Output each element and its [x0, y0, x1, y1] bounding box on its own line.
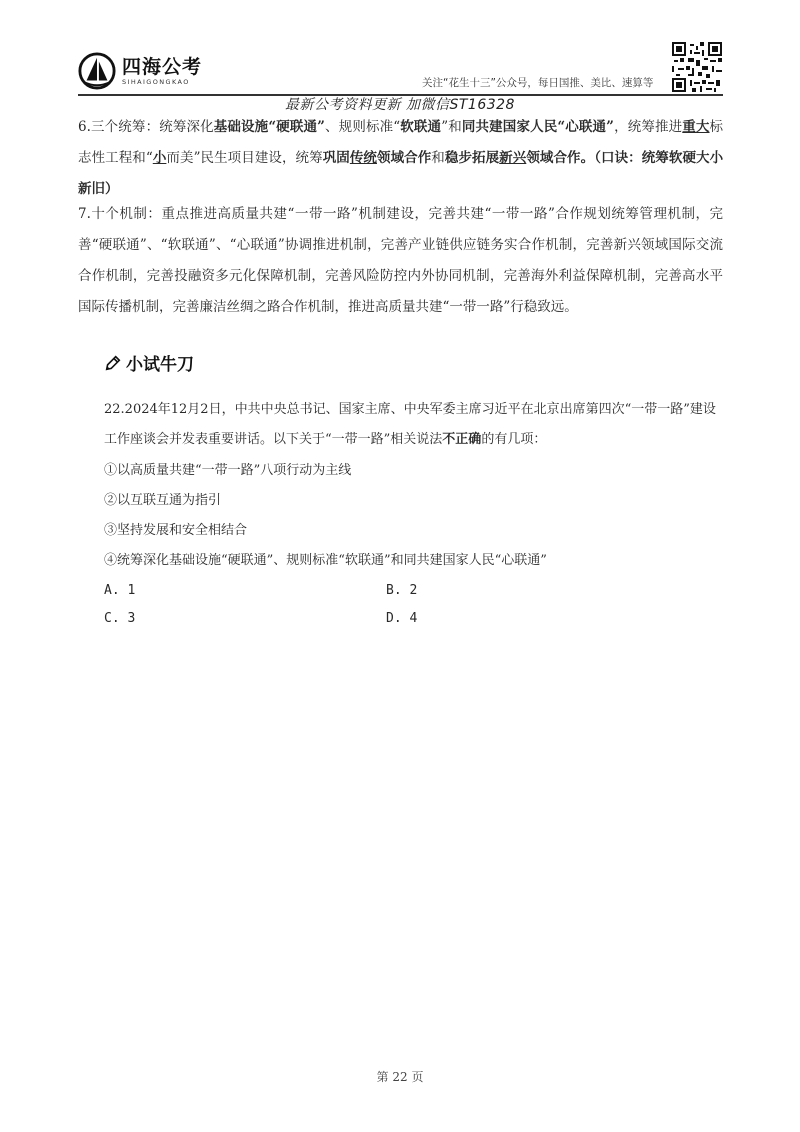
qr-code-icon[interactable]	[672, 42, 722, 92]
option-d[interactable]: D. 4	[386, 611, 418, 626]
question-stem: 22.2024年12月2日，中共中央总书记、国家主席、中央军委主席习近平在北京出席第四次“一带一路”建设工作座谈会并发表重要讲话。以下关于“一带一路”相关说法不正确的有几项：	[104, 402, 716, 447]
option-c[interactable]: C. 3	[104, 611, 136, 626]
paragraph-ten-mechanisms: 7.十个机制：重点推进高质量共建“一带一路”机制建设，完善共建“一带一路”合作规划统筹管理机制，完善“硬联通”、“软联通”、“心联通”协调推进机制，完善产业链供应链务实合作机制，完善新兴领域国际交流合作机制，完善投融资多元化保障机制，完善风险防控内外协同机制，完善海外利益保障机制，完善高水平国际传播机制，完善廉洁丝绸之路合作机制，推进高质量共建“一带一路”行稳致远。	[78, 206, 723, 315]
pencil-icon	[104, 354, 122, 372]
page-number: 第 22 页	[376, 1070, 424, 1084]
paragraph-three-coordinations: 6.三个统筹：统筹深化基础设施“硬联通”、规则标准“软联通”和同共建国家人民“心联通”，统筹推进重大标志性工程和“小而美”民生项目建设，统筹巩固传统领域合作和稳步拓展新兴领域合作。（口诀：统筹软硬大小新旧）	[78, 119, 724, 197]
logo-subtitle: SIHAIGONGKAO	[122, 78, 190, 86]
watermark-text: 最新公考资料更新 加微信ST16328	[285, 97, 515, 113]
statement-3: ③坚持发展和安全相结合	[104, 523, 248, 538]
statement-1: ①以高质量共建“一带一路”八项行动为主线	[104, 463, 352, 478]
statement-2: ②以互联互通为指引	[104, 493, 222, 508]
option-b[interactable]: B. 2	[386, 583, 418, 598]
header-note: 关注“花生十三”公众号，每日国推、美比、速算等	[422, 77, 654, 89]
brand-logo	[78, 52, 202, 90]
logo-title: 四海公考	[122, 56, 203, 78]
section-title: 小试牛刀	[104, 350, 194, 375]
option-a[interactable]: A. 1	[104, 583, 136, 598]
sailboat-logo-icon	[78, 52, 116, 90]
statement-4: ④统筹深化基础设施“硬联通”、规则标准“软联通”和同共建国家人民“心联通”	[104, 553, 547, 568]
